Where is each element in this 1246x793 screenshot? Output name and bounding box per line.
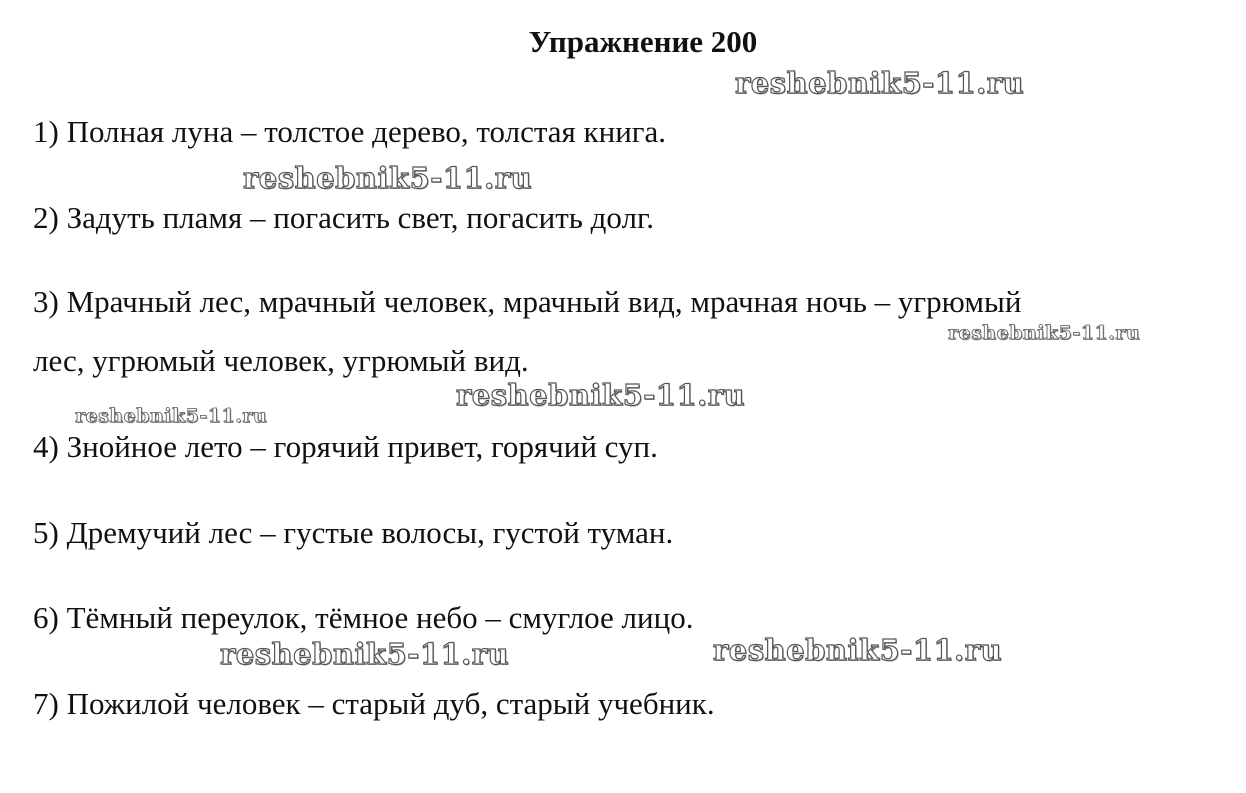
watermark-logo: reshebnik5-11.ru xyxy=(735,66,1025,100)
answer-line-6: 6) Тёмный переулок, тёмное небо – смуглое лицо. xyxy=(33,600,694,635)
watermark-logo: reshebnik5-11.ru xyxy=(75,405,268,427)
answer-line-4: 4) Знойное лето – горячий привет, горячий суп. xyxy=(33,429,658,464)
watermark-logo: reshebnik5-11.ru xyxy=(456,378,746,412)
watermark-logo: reshebnik5-11.ru xyxy=(948,322,1141,344)
watermark-logo: reshebnik5-11.ru xyxy=(243,161,533,195)
exercise-title: Упражнение 200 xyxy=(528,24,758,59)
answer-line-2: 2) Задуть пламя – погасить свет, погасить долг. xyxy=(33,200,654,235)
watermark-logo: reshebnik5-11.ru xyxy=(220,637,510,671)
answer-line-3a: 3) Мрачный лес, мрачный человек, мрачный вид, мрачная ночь – угрюмый xyxy=(33,284,1022,319)
answer-line-1: 1) Полная луна – толстое дерево, толстая книга. xyxy=(33,114,667,149)
answer-line-5: 5) Дремучий лес – густые волосы, густой туман. xyxy=(33,515,674,550)
answer-line-3b: лес, угрюмый человек, угрюмый вид. xyxy=(33,343,529,378)
watermark-logo: reshebnik5-11.ru xyxy=(713,633,1003,667)
answer-line-7: 7) Пожилой человек – старый дуб, старый учебник. xyxy=(33,686,715,721)
